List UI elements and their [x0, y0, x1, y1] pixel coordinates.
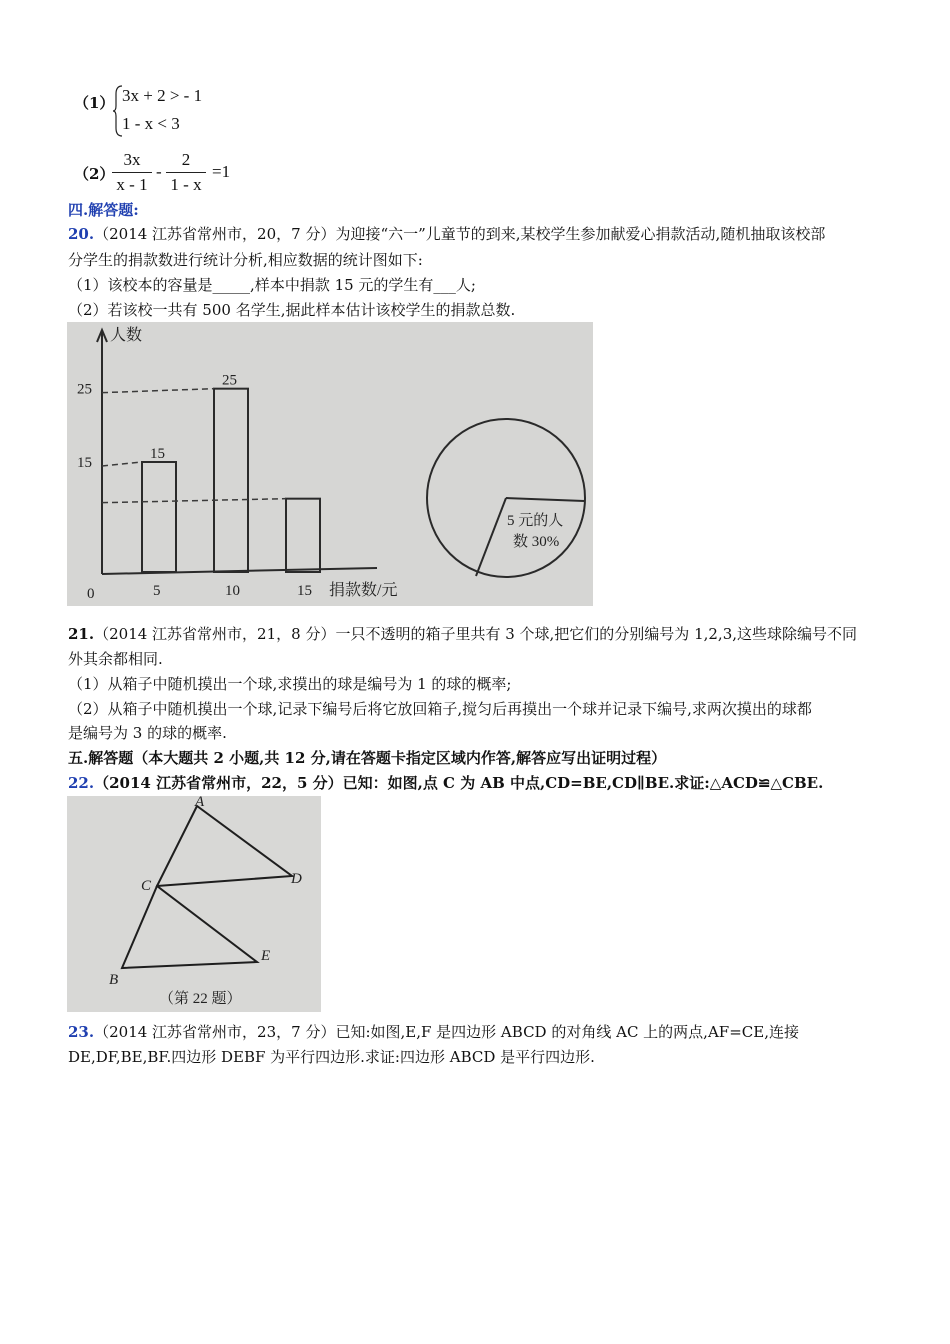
data-label: 15 — [150, 446, 165, 462]
point-label-e: E — [261, 948, 271, 964]
point-label-d: D — [291, 871, 302, 887]
eq2-fraction-2 — [166, 150, 206, 195]
origin-label: 0 — [87, 586, 95, 602]
q21-text: （2014 江苏省常州市，21，8 分）一只不透明的箱子里共有 3 个球,把它们的分别编号为 1,2,3,这些球除编号不同 — [94, 625, 858, 643]
x-tick-label: 15 — [297, 583, 312, 599]
x-tick-label: 5 — [153, 583, 161, 599]
fraction-bar — [112, 172, 152, 173]
pie-slice-edge — [476, 498, 506, 576]
point-label-a: A — [195, 796, 205, 810]
value-guide-line — [102, 462, 142, 466]
y-axis-label: 人数 — [110, 327, 143, 344]
statistics-chart — [67, 322, 593, 606]
figure-caption: （第 22 题） — [159, 991, 242, 1007]
eq1-line1: 3x + 2 > - 1 — [122, 86, 203, 105]
data-label: 25 — [222, 372, 237, 389]
eq2-rhs: =1 — [212, 162, 231, 181]
q23-text: （2014 江苏省常州市，23，7 分）已知:如图,E,F 是四边形 ABCD 的对角线 AC 上的两点,AF=CE,连接 — [94, 1023, 799, 1041]
q20-line2: 分学生的捐款数进行统计分析,相应数据的统计图如下: — [68, 251, 423, 269]
y-tick-label: 25 — [77, 381, 92, 398]
fraction-numerator: 2 — [181, 150, 191, 169]
q21-line2: 外其余都相同. — [68, 650, 163, 668]
q20-part1: （1）该校本的容量是_____,样本中捐款 15 元的学生有___人; — [68, 276, 476, 294]
q23-number: 23. — [68, 1023, 95, 1041]
eq1-line2: 1 - x < 3 — [122, 114, 180, 133]
x-axis-label: 捐款数/元 — [329, 582, 398, 599]
bar — [286, 499, 320, 572]
y-tick-label: 15 — [77, 455, 92, 471]
fraction-numerator: 3x — [123, 150, 141, 169]
q20-line1 — [68, 224, 825, 244]
q21-line1 — [68, 624, 857, 644]
q20-text: （2014 江苏省常州市，20，7 分）为迎接“六一”儿童节的到来,某校学生参加献爱心捐款活动,随机抽取该校部 — [94, 225, 826, 243]
eq1-label: （1） — [74, 94, 115, 112]
q21-part1: （1）从箱子中随机摸出一个球,求摸出的球是编号为 1 的球的概率; — [68, 675, 512, 693]
triangle-cbe — [122, 886, 257, 968]
x-tick-label: 10 — [225, 583, 240, 599]
pie-slice-edge — [506, 498, 584, 501]
triangle-acd — [157, 806, 292, 886]
pie-chart — [427, 419, 585, 577]
point-label-c: C — [141, 878, 152, 894]
fraction-denominator: 1 - x — [170, 175, 202, 194]
q21-part2b: 是编号为 3 的球的概率. — [68, 724, 227, 742]
pie-slice-label-line2: 数 30% — [513, 534, 560, 550]
triangle-diagram — [67, 796, 321, 1012]
q21-part2a: （2）从箱子中随机摸出一个球,记录下编号后将它放回箱子,搅匀后再摸出一个球并记录下编号,求两次摸出的球都 — [68, 700, 812, 718]
q20-number: 20. — [68, 225, 95, 243]
q23-line2: DE,DF,BE,BF.四边形 DEBF 为平行四边形.求证:四边形 ABCD 是平行四边形. — [68, 1048, 595, 1066]
chart-marks — [77, 373, 320, 599]
value-guide-line — [102, 389, 214, 393]
point-label-b: B — [109, 972, 119, 988]
triangle-figure — [67, 796, 321, 1012]
q22-number: 22. — [68, 774, 95, 792]
eq2-minus: - — [156, 162, 162, 181]
fraction-denominator: x - 1 — [116, 175, 148, 194]
q22-line — [68, 773, 823, 793]
bar — [214, 389, 248, 572]
bar — [142, 462, 176, 572]
q20-part2: （2）若该校一共有 500 名学生,据此样本估计该校学生的捐款总数. — [68, 301, 516, 319]
statistics-figure — [67, 322, 593, 606]
section5-title: 五.解答题（本大题共 2 小题,共 12 分,请在答题卡指定区域内作答,解答应写出证明过程） — [68, 749, 667, 767]
eq2-label: （2） — [74, 165, 115, 183]
bar-chart — [77, 326, 397, 602]
value-guide-line — [102, 499, 286, 503]
pie-slice-label-line1: 5 元的人 — [507, 513, 564, 529]
q22-text: （2014 江苏省常州市，22，5 分）已知：如图,点 C 为 AB 中点,CD=BE,CD∥BE.求证:△ACD≌△CBE. — [94, 774, 824, 792]
q21-number: 21. — [68, 625, 95, 643]
section4-title: 四.解答题: — [68, 201, 139, 219]
fraction-bar — [166, 172, 206, 173]
q23-line1 — [68, 1022, 799, 1042]
eq2-fraction-1 — [112, 150, 152, 195]
